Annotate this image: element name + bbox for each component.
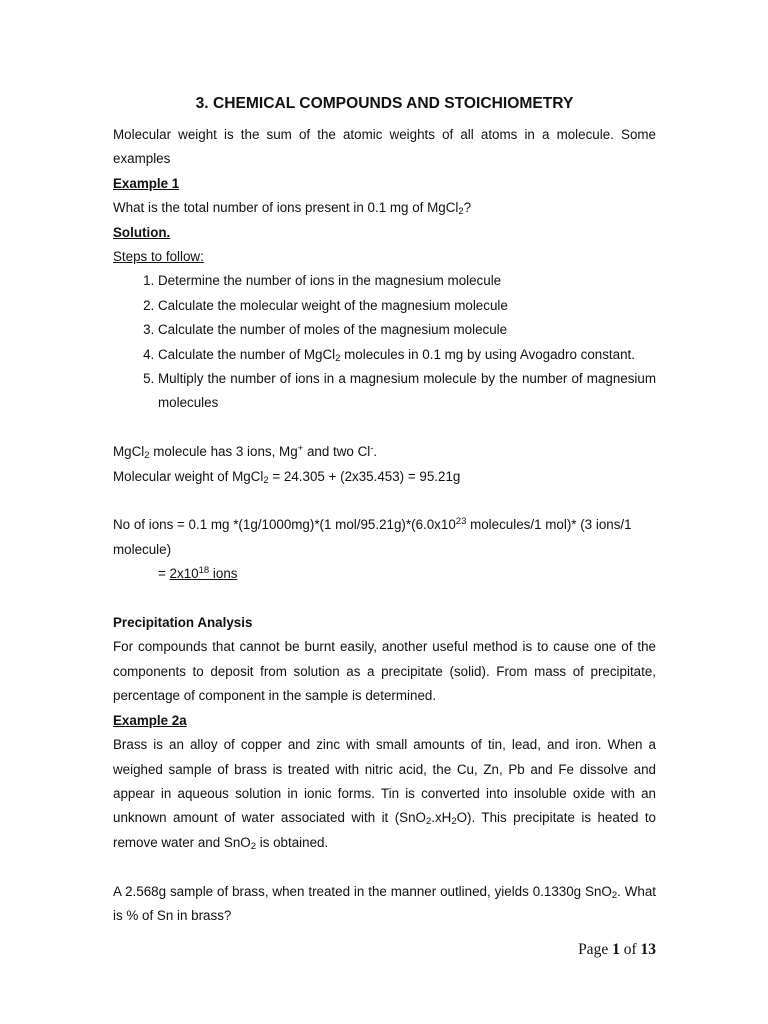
step-item: 1. Determine the number of ions in the magnesium molecule bbox=[158, 269, 656, 293]
step-item: 4. Calculate the number of MgCl$_2$ molecules in 0.1 mg by using Avogadro constant. bbox=[158, 343, 656, 367]
ion-count-line: MgCl$_2$ molecule has 3 ions, Mg+ and two Cl-. bbox=[113, 443, 378, 462]
brass-question: A 2.568g sample of brass, when treated in the manner outlined, yields 0.1330g SnO$_2$. What is % of Sn in brass? bbox=[113, 883, 656, 923]
page-footer: Page 1 of 13 bbox=[578, 941, 656, 958]
precipitation-paragraph: For compounds that cannot be burnt easily, another useful method is to cause one of the components to deposit from solution as a precipitate (solid). From mass of precipitate, percentage of component in the sample is determined. bbox=[113, 639, 656, 704]
steps-list bbox=[113, 269, 656, 415]
step-item: 3. Calculate the number of moles of the magnesium molecule bbox=[158, 318, 656, 342]
molecular-weight-line: Molecular weight of MgCl$_2$ = 24.305 + (2x35.453) = 95.21g bbox=[113, 468, 461, 486]
steps-heading: Steps to follow: bbox=[113, 249, 204, 265]
step-item: 5. Multiply the number of ions in a magnesium molecule by the number of magnesium molecules bbox=[158, 367, 656, 416]
document-page bbox=[113, 94, 656, 928]
ions-result: = $2x10^{18}$ ions bbox=[158, 565, 238, 582]
example-2a-heading: Example 2a bbox=[113, 712, 187, 728]
example-1-heading: Example 1 bbox=[113, 175, 180, 191]
intro-paragraph: Molecular weight is the sum of the atomic weights of all atoms in a molecule. Some examples bbox=[113, 127, 656, 167]
step-item: 2. Calculate the molecular weight of the magnesium molecule bbox=[158, 294, 656, 318]
brass-paragraph: Brass is an alloy of copper and zinc with small amounts of tin, lead, and iron. When a weighed sample of brass is treated with nitric acid, the Cu, Zn, Pb and Fe dissolve and appear in aqueous solution in ionic forms. Tin is converted into insoluble oxide with an unknown amount of water associated with it $(SnO_2.xH_2O)$. This precipitate is heated to remove water and SnO$_2$ is obtained. bbox=[113, 737, 657, 852]
precipitation-heading: Precipitation Analysis bbox=[113, 615, 253, 631]
page-title: 3. CHEMICAL COMPOUNDS AND STOICHIOMETRY bbox=[195, 95, 574, 112]
ions-calculation: No of ions = 0.1 mg *(1g/1000mg)*(1 mol/$95.21g)*(6.0x10^{23}$ molecules/1 mol)* (3 ions/1 molecule) bbox=[113, 516, 632, 557]
solution-heading: Solution. bbox=[113, 224, 171, 240]
example-1-question: What is the total number of ions present in 0.1 mg of MgCl$_2$? bbox=[113, 200, 472, 218]
